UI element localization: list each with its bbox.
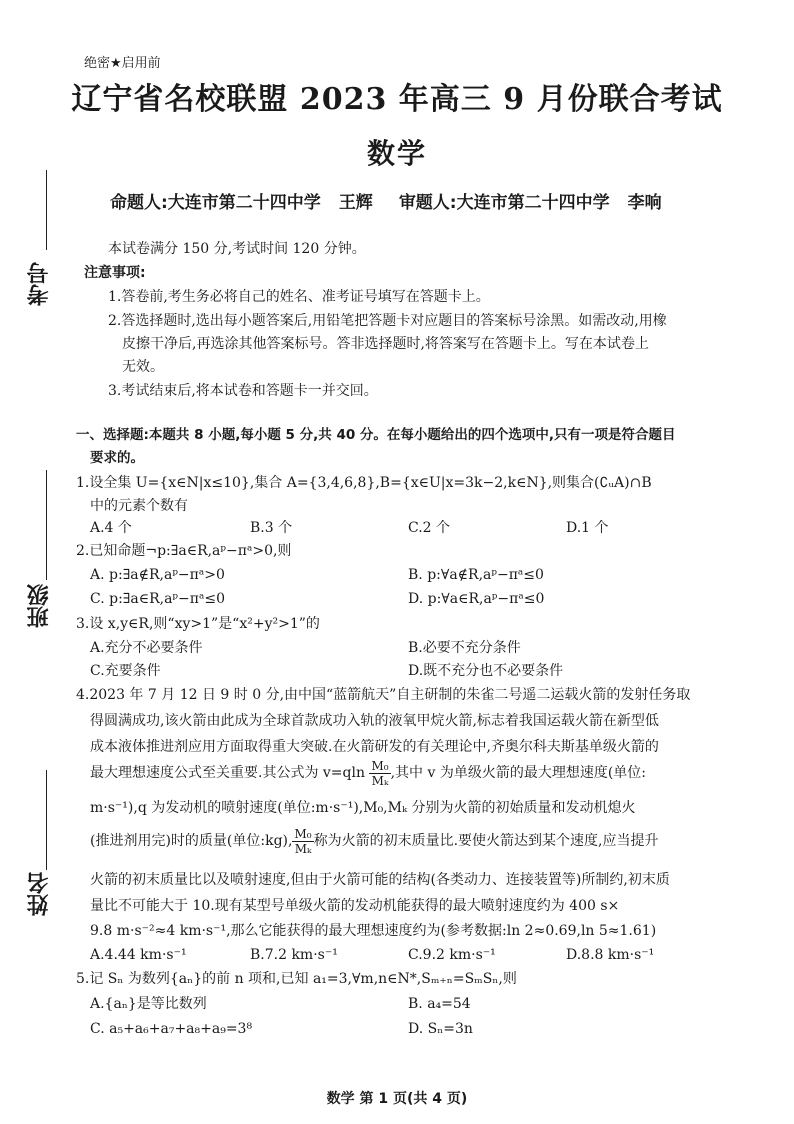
class-label: 班级 [27, 584, 52, 628]
q3-option-b: B.必要不充分条件 [408, 640, 521, 656]
q1-stem-line-1: 1.设全集 U={x∈N|x≤10},集合 A={3,4,6,8},B={x∈U|x=3k−2,k∈N},则集合(∁ᵤA)∩B [76, 475, 652, 491]
q4-line-9: 9.8 m·s⁻²≈4 km·s⁻¹,那么它能获得的最大理想速度约为(参考数据:ln 2≈0.69,ln 5≈1.61) [90, 923, 657, 939]
q4-line-7: 火箭的初末质量比以及喷射速度,但由于火箭可能的结构(各类动力、连接装置等)所制约,初末质 [90, 872, 670, 888]
note-2-line-1: 2.答选择题时,选出每小题答案后,用铅笔把答题卡对应题目的答案标号涂黑。如需改动,用橡 [108, 313, 667, 329]
author: 命题人:大连市第二十四中学 [110, 193, 321, 213]
author-name: 王辉 [338, 193, 373, 213]
q1-option-d: D.1 个 [566, 520, 609, 536]
q1-stem-line-2: 中的元素个数有 [90, 498, 188, 514]
intro-text: 本试卷满分 150 分,考试时间 120 分钟。 [108, 241, 366, 257]
q4-option-a: A.4.44 km·s⁻¹ [90, 947, 187, 963]
fraction-denominator: Mₖ [294, 841, 312, 856]
q1-option-b: B.3 个 [250, 520, 293, 536]
note-2-line-3: 无效。 [122, 359, 164, 375]
authors-line [110, 188, 680, 213]
q3-stem: 3.设 x,y∈R,则“xy>1”是“x²+y²>1”的 [76, 616, 320, 632]
fraction-numerator: M₀ [294, 826, 312, 841]
q4-option-c: C.9.2 km·s⁻¹ [408, 947, 496, 963]
q4-option-b: B.7.2 km·s⁻¹ [250, 947, 338, 963]
q2-option-c: C. p:∃a∈R,aᵖ−πᵃ≤0 [90, 591, 226, 607]
q4-line-4-end: ,其中 v 为单级火箭的最大理想速度(单位: [390, 765, 646, 781]
q3-option-c: C.充要条件 [90, 663, 161, 679]
q5-option-c: C. a₅+a₆+a₇+a₈+a₉=3⁸ [90, 1021, 253, 1037]
q5-stem: 5.记 Sₙ 为数列{aₙ}的前 n 项和,已知 a₁=3,∀m,n∈N*,Sₘ₊ₙ=SₘSₙ,则 [76, 971, 517, 987]
q2-option-b: B. p:∀a∉R,aᵖ−πᵃ≤0 [408, 567, 544, 583]
note-1: 1.答卷前,考生务必将自己的姓名、准考证号填写在答题卡上。 [108, 289, 490, 305]
q3-option-a: A.充分不必要条件 [90, 640, 203, 656]
q4-line-5: m·s⁻¹),q 为发动机的喷射速度(单位:m·s⁻¹),M₀,Mₖ 分别为火箭的初始质量和发动机熄火 [90, 800, 636, 816]
exam-no-line [46, 170, 47, 250]
q4-line-8: 量比不可能大于 10.现有某型号单级火箭的发动机能获得的最大喷射速度约为 400 s× [90, 898, 620, 914]
page-footer: 数学 第 1 页(共 4 页) [326, 1091, 468, 1107]
q2-option-d: D. p:∀a∈R,aᵖ−πᵃ≤0 [408, 591, 545, 607]
name-line [46, 770, 47, 870]
mass-ratio-fraction [369, 759, 390, 788]
q4-line-4 [90, 758, 646, 788]
q2-stem: 2.已知命题¬p:∃a∈R,aᵖ−πᵃ>0,则 [76, 543, 292, 559]
note-3: 3.考试结束后,将本试卷和答题卡一并交回。 [108, 383, 378, 399]
q4-option-d: D.8.8 km·s⁻¹ [566, 947, 655, 963]
q4-line-6-end: 称为火箭的初末质量比.要使火箭达到某个速度,应当提升 [313, 833, 659, 849]
q4-line-3: 成本液体推进剂应用方面取得重大突破.在火箭研发的有关理论中,齐奥尔科夫斯基单级火箭的 [90, 739, 659, 755]
reviewer-name: 李响 [627, 193, 662, 213]
q1-option-c: C.2 个 [408, 520, 451, 536]
name-label: 姓名 [27, 872, 52, 916]
q2-option-a: A. p:∃a∉R,aᵖ−πᵃ>0 [90, 567, 225, 583]
class-line [46, 470, 47, 580]
fraction-denominator: Mₖ [371, 773, 389, 788]
q5-option-b: B. a₄=54 [408, 996, 471, 1012]
exam-no-label: 考号 [27, 262, 52, 306]
q5-option-d: D. Sₙ=3n [408, 1021, 473, 1037]
note-2-line-2: 皮擦干净后,再选涂其他答案标号。答非选择题时,将答案写在答题卡上。写在本试卷上 [122, 336, 649, 352]
reviewer: 审题人:大连市第二十四中学 [398, 193, 610, 213]
mass-ratio-fraction-2 [292, 827, 313, 856]
q4-line-6 [90, 826, 658, 856]
section-1-heading-line-1: 一、选择题:本题共 8 小题,每小题 5 分,共 40 分。在每小题给出的四个选项中,只有一项是符合题目 [76, 427, 676, 443]
q3-option-d: D.既不充分也不必要条件 [408, 663, 564, 679]
notes-heading: 注意事项: [84, 265, 146, 281]
q4-line-1: 4.2023 年 7 月 12 日 9 时 0 分,由中国“蓝箭航天”自主研制的朱雀二号遥二运载火箭的发射任务取 [76, 687, 691, 703]
section-1-heading-line-2: 要求的。 [90, 450, 144, 466]
q4-line-4-start: 最大理想速度公式至关重要.其公式为 v=qln [90, 765, 365, 781]
subject-title: 数学 [366, 137, 427, 170]
exam-title: 辽宁省名校联盟 2023 年高三 9 月份联合考试 [71, 82, 723, 117]
q4-line-6-start: (推进剂用完)时的质量(单位:kg), [90, 833, 293, 849]
fraction-numerator: M₀ [371, 758, 389, 773]
q4-line-2: 得圆满成功,该火箭由此成为全球首款成功入轨的液氧甲烷火箭,标志着我国运载火箭在新型低 [90, 713, 659, 729]
confidential-mark: 绝密★启用前 [84, 56, 161, 71]
q1-option-a: A.4 个 [90, 520, 132, 536]
q5-option-a: A.{aₙ}是等比数列 [90, 996, 207, 1012]
